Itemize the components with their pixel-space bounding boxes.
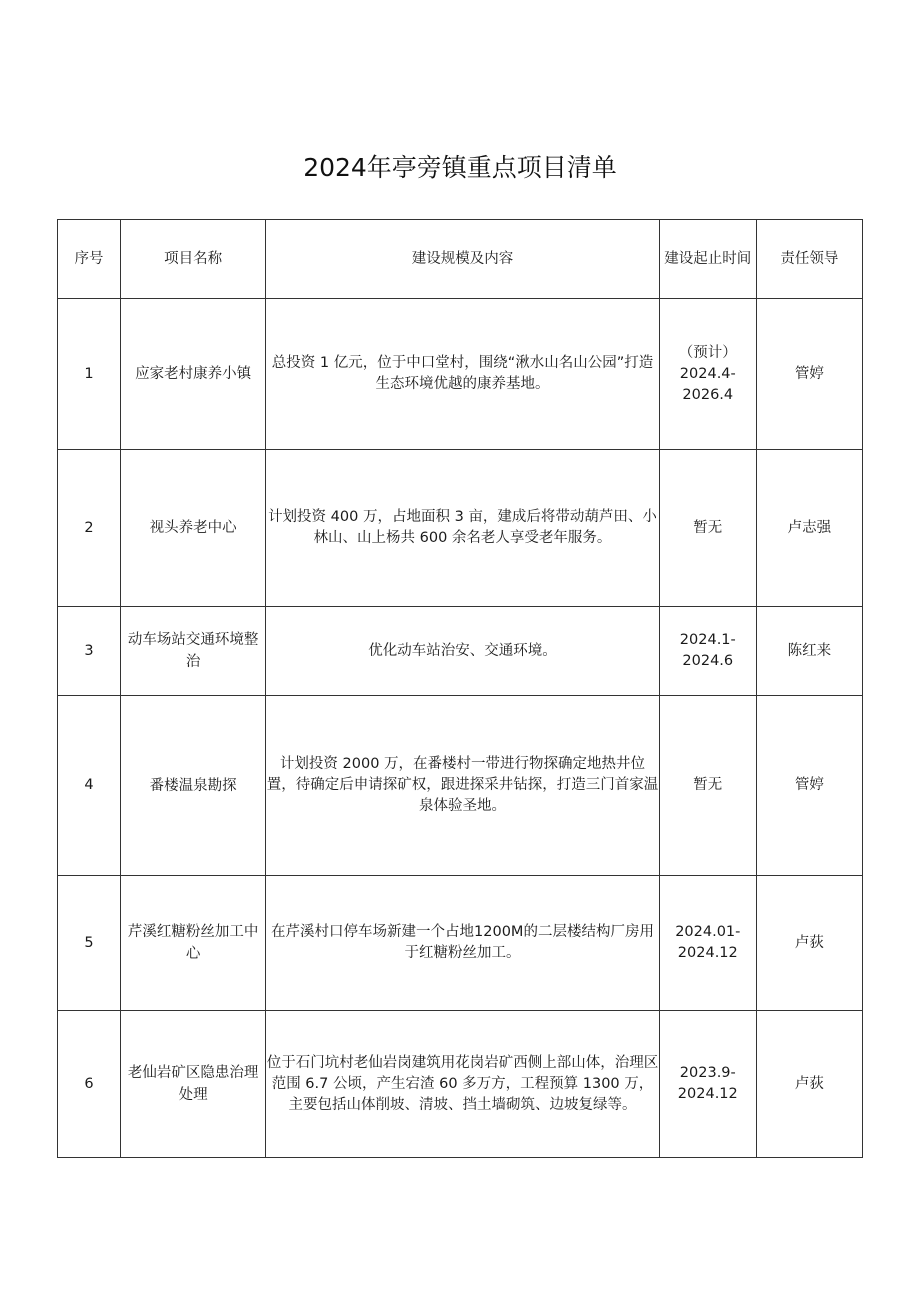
row-time <box>659 696 756 876</box>
row-project-name <box>121 450 266 607</box>
header-content: 建设规模及内容 <box>266 220 659 299</box>
row-index: 2 <box>58 450 121 607</box>
row-leader: 卢志强 <box>756 450 862 607</box>
row-project-name-text: 动车场站交通环境整治 <box>127 632 259 670</box>
row-project-name-text: 应家老村康养小镇 <box>135 366 252 382</box>
table-row <box>58 876 863 1011</box>
row-leader: 管婷 <box>756 299 862 450</box>
row-time <box>659 299 756 450</box>
row-project-name-text: 芹溪红糖粉丝加工中心 <box>127 924 259 962</box>
row-time-line: 2024.12 <box>677 945 738 961</box>
row-content: 计划投资 400 万，占地面积 3 亩，建成后将带动葫芦田、小林山、山上杨共 600 余名老人享受老年服务。 <box>266 450 659 607</box>
row-content: 计划投资 2000 万，在番楼村一带进行物探确定地热井位置，待确定后申请探矿权，跟进探采井钻探，打造三门首家温泉体验圣地。 <box>266 696 659 876</box>
row-time <box>659 876 756 1011</box>
header-index: 序号 <box>58 220 121 299</box>
row-project-name <box>121 696 266 876</box>
row-leader: 陈红来 <box>756 607 862 696</box>
row-time-line: （预计） <box>678 344 737 361</box>
table-row <box>58 450 863 607</box>
row-time-line: 2024.1- <box>679 632 736 648</box>
row-time-line: 2026.4 <box>682 386 734 403</box>
header-name: 项目名称 <box>121 220 266 299</box>
table-row <box>58 696 863 876</box>
row-content: 总投资 1 亿元，位于中口堂村，围绕“湫水山名山公园”打造生态环境优越的康养基地。 <box>266 299 659 450</box>
row-time-line: 2024.4- <box>679 365 736 382</box>
document-title: 2024年亭旁镇重点项目清单 <box>303 153 617 182</box>
row-index: 4 <box>58 696 121 876</box>
row-content: 在芹溪村口停车场新建一个占地1200M的二层楼结构厂房用于红糖粉丝加工。 <box>266 876 659 1011</box>
header-leader: 责任领导 <box>756 220 862 299</box>
table-row <box>58 1011 863 1158</box>
row-index: 6 <box>58 1011 121 1158</box>
row-time-line: 2023.9- <box>679 1065 736 1081</box>
row-content: 位于石门坑村老仙岩岗建筑用花岗岩矿西侧上部山体，治理区范围 6.7 公顷，产生宕渣 60 多万方，工程预算 1300 万，主要包括山体削坡、清坡、挡土墙砌筑、边坡复绿等。 <box>266 1011 659 1158</box>
row-index: 5 <box>58 876 121 1011</box>
row-time-line: 暂无 <box>693 519 723 536</box>
row-project-name <box>121 1011 266 1158</box>
project-table <box>57 219 863 1158</box>
table-header-row <box>58 220 863 299</box>
row-leader: 卢荻 <box>756 1011 862 1158</box>
row-time-line: 2024.01- <box>675 924 741 940</box>
row-time <box>659 450 756 607</box>
row-leader: 卢荻 <box>756 876 862 1011</box>
row-time-line: 暂无 <box>693 777 723 793</box>
row-project-name <box>121 876 266 1011</box>
table-row <box>58 299 863 450</box>
row-leader: 管婷 <box>756 696 862 876</box>
row-project-name <box>121 299 266 450</box>
row-project-name <box>121 607 266 696</box>
row-project-name-text: 番楼温泉勘探 <box>149 777 237 794</box>
row-time-line: 2024.6 <box>682 653 734 669</box>
row-project-name-text: 视头养老中心 <box>149 520 237 536</box>
table-row <box>58 607 863 696</box>
row-time <box>659 607 756 696</box>
row-time-line: 2024.12 <box>677 1086 738 1102</box>
row-time <box>659 1011 756 1158</box>
header-time: 建设起止时间 <box>659 220 756 299</box>
row-index: 3 <box>58 607 121 696</box>
row-content: 优化动车站治安、交通环境。 <box>266 607 659 696</box>
row-index: 1 <box>58 299 121 450</box>
row-project-name-text: 老仙岩矿区隐患治理处理 <box>127 1065 259 1103</box>
